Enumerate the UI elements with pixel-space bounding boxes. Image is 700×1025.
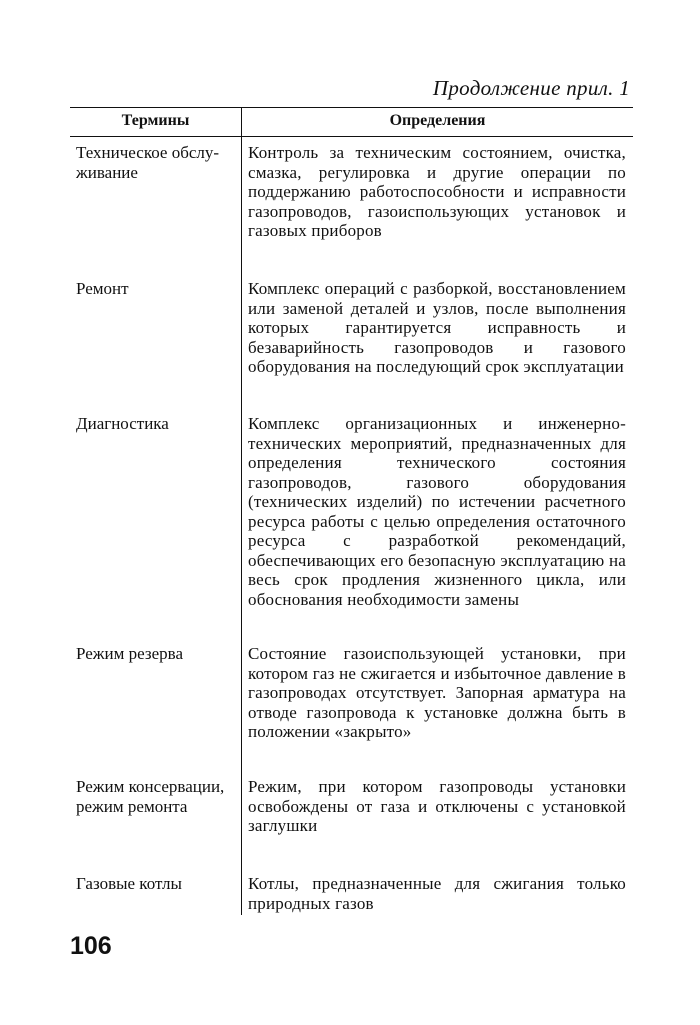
definition-cell: Комплекс операций с разборкой, восстановлением или заменой деталей и узлов, после выполнения которых гарантируется исправность и безаварийность газопроводов и газового оборудования на последующий срок эксплуатации xyxy=(248,279,626,376)
term-cell: Ремонт xyxy=(76,279,129,298)
definition-cell: Комплекс организационных и инженерно-технических мероприятий, предназначенных для определения технического состояния газопроводов, газового оборудования (технических изделий) по истечении расчетного ресурса работы с целью определения остаточного ресурса с разработкой рекомендаций, обеспечивающих его безопасную эксплуатацию на весь срок продления жизненного цикла, или обоснования необходимости замены xyxy=(248,414,626,609)
column-header-terms: Термины xyxy=(121,112,190,129)
definition-cell: Состояние газоиспользующей установки, при котором газ не сжигается и избыточное давление в газопроводах отсутствует. Запорная арматура на отводе газопровода к установке должна быть в положении «закрыто» xyxy=(248,644,626,741)
term-cell: Диагностика xyxy=(76,414,169,433)
table-top-rule xyxy=(70,107,633,108)
term-cell: Режим резерва xyxy=(76,644,183,663)
column-divider xyxy=(241,107,242,915)
page-number: 106 xyxy=(70,932,112,960)
term-cell: Техническое обслу-живание xyxy=(76,143,220,182)
definition-cell: Контроль за техническим состоянием, очистка, смазка, регулировка и другие операции по поддержанию работоспособности и исправности газопроводов, газоиспользующих установок и газовых приборов xyxy=(248,143,626,240)
definition-cell: Режим, при котором газопроводы установки освобождены от газа и отключены с установкой заглушки xyxy=(248,777,626,835)
definition-cell: Котлы, предназначенные для сжигания только природных газов xyxy=(248,874,626,913)
term-cell: Режим консервации, режим ремонта xyxy=(76,777,225,816)
column-header-definitions: Определения xyxy=(389,112,486,129)
page-header: Продолжение прил. 1 xyxy=(432,76,630,100)
table-header-rule xyxy=(70,136,633,137)
term-cell: Газовые котлы xyxy=(76,874,182,893)
